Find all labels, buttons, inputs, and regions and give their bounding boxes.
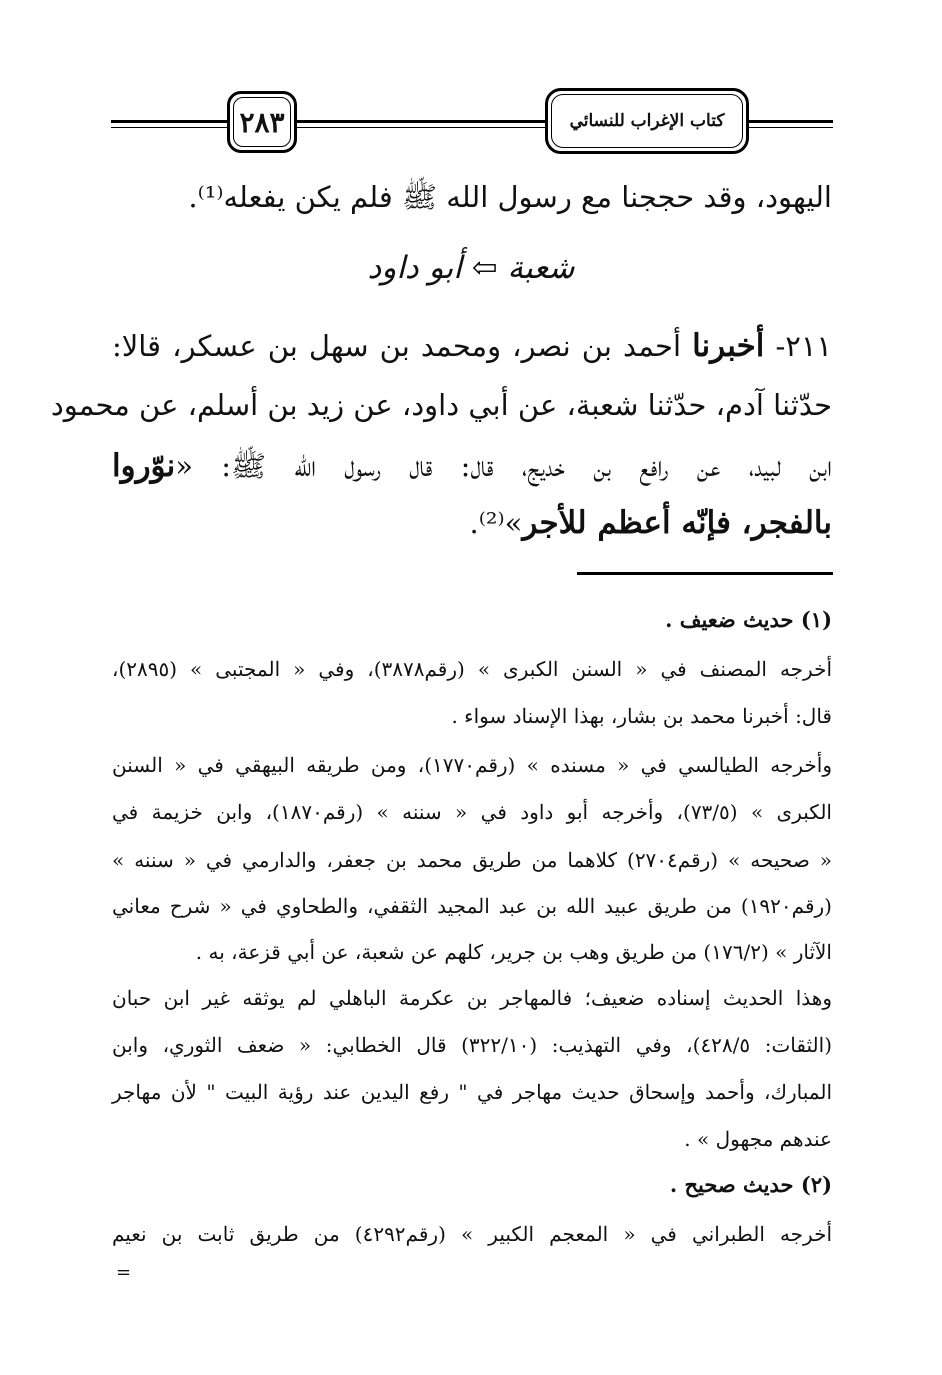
- footnote-2-heading: (٢) حديث صحيح .: [669, 1172, 832, 1197]
- footnote-1-line: « صحيحه » (رقم٢٧٠٤) كلاهما من طريق محمد بن جعفر، والدارمي في « سننه »: [112, 848, 832, 872]
- hadith-number: ٢١١-: [775, 329, 833, 363]
- footnote-1-heading: (١) حديث ضعيف .: [665, 607, 832, 632]
- akhbarana-word: أخبرنا: [692, 328, 765, 364]
- main-line-2: [112, 328, 832, 364]
- hadith-matn-start: نوّروا: [112, 448, 176, 484]
- footnote-1-line: (رقم١٩٢٠) من طريق عبيد الله بن عبد المجيد الثقفي، والطحاوي في « شرح معاني: [112, 894, 832, 918]
- book-title: كتاب الإغراب للنسائي: [545, 88, 749, 154]
- footnote-1-line: المبارك، وأحمد وإسحاق حديث مهاجر في " رفع اليدين عند رؤية البيت " لأن مهاجر: [112, 1080, 832, 1104]
- main-line-4: [112, 448, 832, 491]
- footnote-2-line: أخرجه الطبراني في « المعجم الكبير » (رقم٤٢٩٢) من طريق ثابت بن نعيم: [112, 1222, 832, 1246]
- footnote-1-line: (الثقات: ٤٢٨/٥)، وفي التهذيب: (٣٢٢/١٠) قال الخطابي: « ضعف الثوري، وابن: [112, 1033, 833, 1057]
- hadith-matn-end: بالفجر، فإنّه أعظم للأجر: [522, 505, 832, 541]
- main-line-5-text: »⁽²⁾.: [469, 506, 523, 540]
- footnote-1-line: قال: أخبرنا محمد بن بشار، بهذا الإسناد سواء .: [451, 704, 832, 728]
- main-line-3: حدّثنا آدم، حدّثنا شعبة، عن أبي داود، عن زيد بن أسلم، عن محمود: [50, 388, 832, 422]
- main-line-5: [112, 505, 832, 541]
- footnote-1-line: أخرجه المصنف في « السنن الكبرى » (رقم٣٨٧٨)، وفي « المجتبى » (٢٨٩٥)،: [112, 657, 833, 681]
- narrator-chain: شعبة ⇦ أبو داود: [367, 250, 575, 286]
- main-line-4-text: ابن لبيد، عن رافع بن خديج، قال: قال رسول الله ﷺ: «: [175, 449, 832, 483]
- footnote-1-line: وأخرجه الطيالسي في « مسنده » (رقم١٧٧٠)، ومن طريقه البيهقي في « السنن: [112, 753, 832, 777]
- footnote-1-line: عندهم مجهول » .: [684, 1127, 832, 1151]
- footnote-1-line: وهذا الحديث إسناده ضعيف؛ فالمهاجر بن عكرمة الباهلي لم يوثقه غير ابن حبان: [112, 986, 832, 1010]
- main-line-2-text: أحمد بن نصر، ومحمد بن سهل بن عسكر، قالا:: [112, 329, 681, 363]
- main-line-1: اليهود، وقد حججنا مع رسول الله ﷺ فلم يكن يفعله⁽¹⁾.: [188, 180, 832, 214]
- footnote-separator: [577, 572, 833, 575]
- footnote-1-line: الكبرى » (٧٣/٥)، وأخرجه أبو داود في « سننه » (رقم١٨٧٠)، وابن خزيمة في: [112, 800, 832, 824]
- footnote-1-line: الآثار » (١٧٦/٢) من طريق وهب بن جرير، كلهم عن شعبة، عن أبي قزعة، به .: [195, 940, 832, 964]
- continuation-mark: =: [116, 1262, 132, 1283]
- page-number: ٢٨٣: [227, 91, 297, 153]
